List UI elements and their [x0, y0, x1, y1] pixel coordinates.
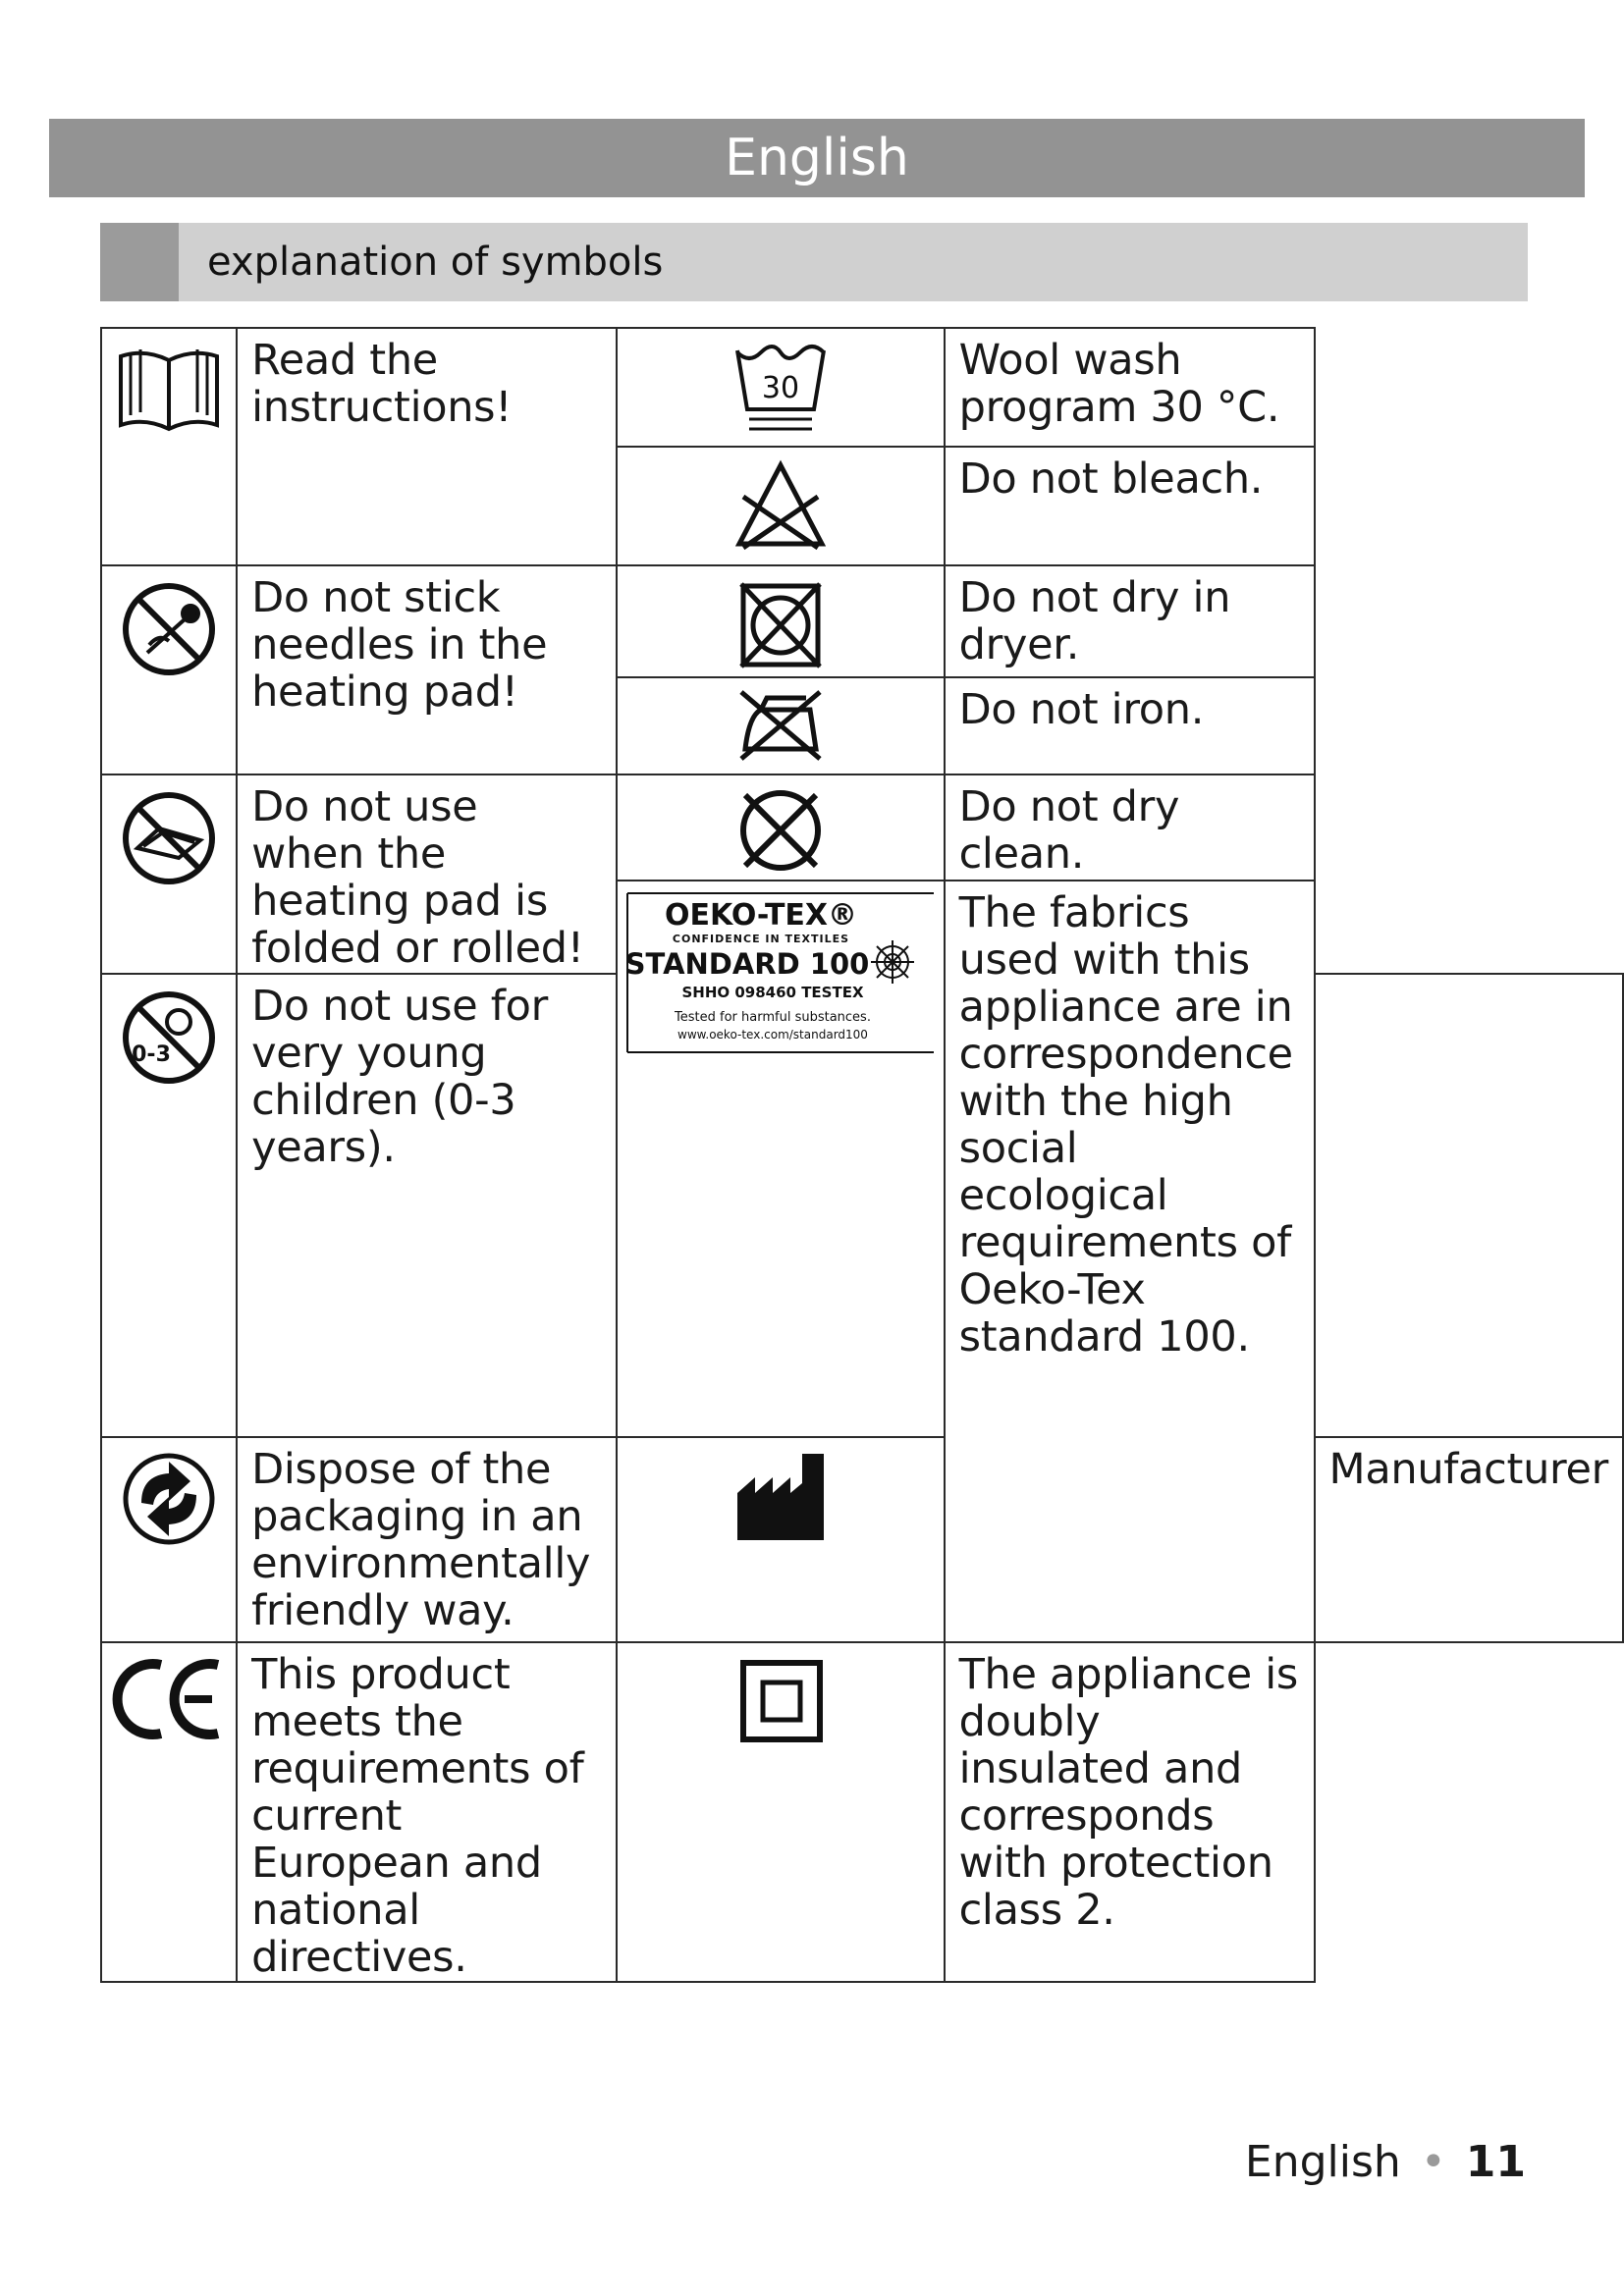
no-dry-clean-icon [731, 781, 830, 880]
oeko-tex-tagline: CONFIDENCE IN TEXTILES [672, 933, 850, 945]
symbol-cell-no-iron [617, 677, 944, 774]
no-bleach-icon [731, 457, 830, 556]
oeko-tex-tested: Tested for harmful substances. [674, 1010, 871, 1025]
no-iron-icon [731, 686, 830, 765]
symbol-text-manufacturer: Manufacturer [1315, 1437, 1623, 1642]
symbol-cell-no-bleach [617, 447, 944, 565]
symbol-text-wool-wash: Wool wash program 30 °C. [945, 328, 1315, 447]
oeko-tex-certificate: SHHO 098460 TESTEX [681, 984, 864, 1001]
symbol-cell-ce [101, 1642, 237, 1982]
symbol-text-no-needles: Do not stick needles in the heating pad! [237, 565, 617, 774]
oeko-tex-url: www.oeko-tex.com/standard100 [677, 1028, 868, 1041]
symbol-text-no-dryer: Do not dry in dryer. [945, 565, 1315, 677]
symbol-text-dispose: Dispose of the packaging in an environmentally friendly way. [237, 1437, 617, 1642]
section-marker [100, 223, 179, 301]
page-footer [1245, 2137, 1526, 2188]
symbol-cell-no-dry-clean [617, 774, 944, 881]
symbol-text-ce: This product meets the requirements of current European and national directives. [237, 1642, 617, 1982]
symbol-text-oeko-tex: The fabrics used with this appliance are in correspondence with the high social ecological requirements of Oeko-Tex standard 100. [945, 881, 1315, 1642]
oeko-tex-label-icon [625, 891, 936, 1054]
symbol-cell-class2 [617, 1642, 944, 1982]
symbol-cell-no-folded [101, 774, 237, 974]
symbol-cell-oeko-tex [617, 881, 944, 1437]
section-title: explanation of symbols [207, 240, 664, 285]
symbol-cell-empty [1315, 974, 1623, 1437]
no-young-children-icon [120, 988, 218, 1087]
symbol-cell-read-instructions [101, 328, 237, 565]
symbol-text-no-iron: Do not iron. [945, 677, 1315, 774]
symbol-cell-no-children [101, 974, 237, 1437]
book-icon [115, 339, 223, 437]
symbol-cell-no-needles [101, 565, 237, 774]
symbol-text-no-children: Do not use for very young children (0-3 years). [237, 974, 617, 1437]
factory-icon [731, 1448, 830, 1546]
no-needles-icon [120, 580, 218, 678]
symbols-table [100, 327, 1624, 1983]
no-tumble-dry-icon [731, 576, 830, 674]
no-folded-pad-icon [120, 789, 218, 887]
footer-language: English [1244, 2137, 1401, 2187]
symbol-cell-manufacturer [617, 1437, 944, 1642]
green-dot-icon [120, 1450, 218, 1548]
wash-30-icon [731, 341, 830, 439]
section-header [100, 223, 1528, 301]
symbol-cell-no-dryer [617, 565, 944, 677]
symbol-text-class2: The appliance is doubly insulated and corresponds with protection class 2. [945, 1642, 1315, 1982]
oeko-tex-standard: STANDARD 100 [624, 947, 870, 981]
symbol-text-no-dry-clean: Do not dry clean. [945, 774, 1315, 881]
footer-separator: • [1420, 2137, 1446, 2187]
symbol-text-no-folded: Do not use when the heating pad is folded or rolled! [237, 774, 617, 974]
page-header [49, 119, 1585, 197]
oeko-tex-brand: OEKO-TEX® [664, 898, 857, 933]
symbol-cell-wool-wash [617, 328, 944, 447]
symbol-text-read-instructions: Read the instructions! [237, 328, 617, 565]
page-number: 11 [1465, 2137, 1526, 2187]
symbol-cell-dispose [101, 1437, 237, 1642]
oeko-tex-globe-icon [871, 940, 914, 984]
header-title: English [725, 129, 909, 187]
wash-temp-label: 30 [761, 371, 800, 405]
double-insulation-icon [731, 1655, 830, 1753]
symbol-text-no-bleach: Do not bleach. [945, 447, 1315, 565]
ce-mark-icon [110, 1655, 228, 1743]
age-range-label: 0-3 [132, 1042, 171, 1067]
